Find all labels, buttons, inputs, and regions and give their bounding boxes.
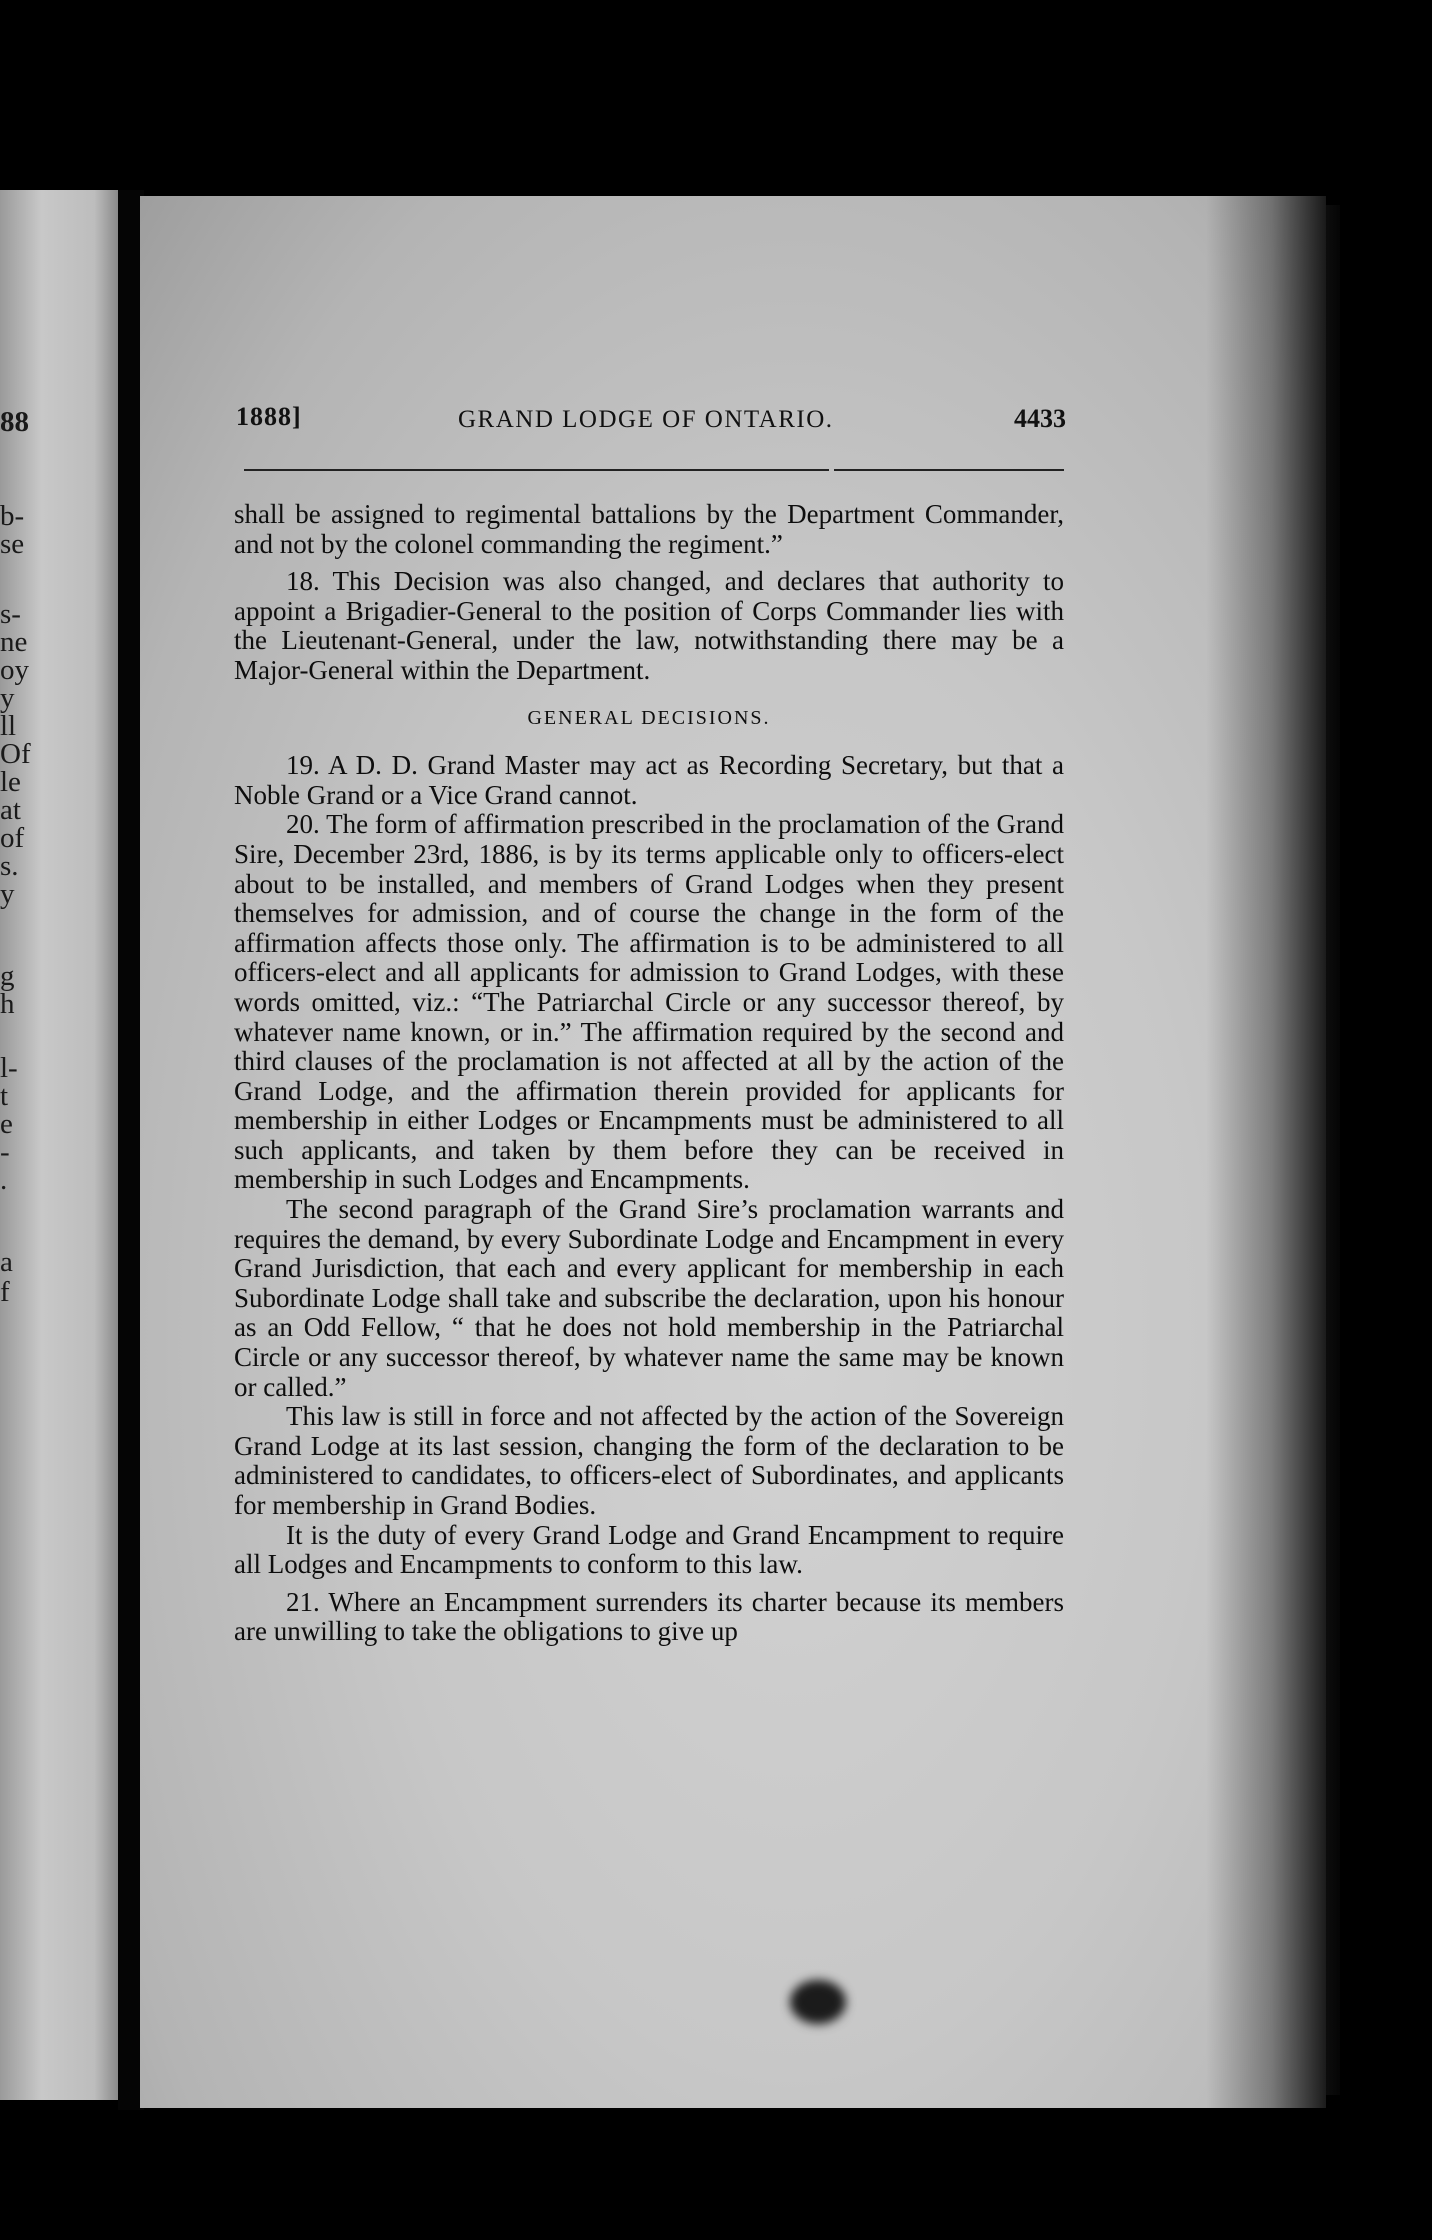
header-title: GRAND LODGE OF ONTARIO. xyxy=(458,406,834,433)
page-shadow xyxy=(1206,196,1326,2108)
header-rule xyxy=(834,469,1064,471)
facing-page-fragment: 88 xyxy=(0,406,29,438)
facing-page-fragment: g xyxy=(0,960,15,992)
facing-page-fragment: ll xyxy=(0,710,17,742)
decision-21: 21. Where an Encampment surrenders its charter because its members are unwilling to take the obligations to give up xyxy=(234,1586,1064,1647)
facing-page-fragment: s- xyxy=(0,598,21,630)
facing-page-fragment: s. xyxy=(0,850,19,882)
facing-page-edge xyxy=(0,190,118,2100)
decision-20: 20. The form of affirmation prescribed in the proclamation of the Grand Sire, December 23rd, 1886, is by its terms applicable only to officers-elect about to be installed, and members of Grand Lodges when they present themselves for admission, and of course the change in the form of the affirmation affects those only. The affirmation is to be administered to all officers-elect and all applicants for admission to Grand Lodges, with these words omitted, viz.: “The Patriarchal Circle or any successor thereof, by whatever name known, or in.” The affirmation required by the second and third clauses of the proclamation is not affected at all by the action of the Grand Lodge, and the affirmation therein provided for applicants for membership in either Lodges or Encampments must be administered to all such applicants, and taken by them before they can be received in membership in such Lodges and Encampments. xyxy=(234,809,1064,1195)
facing-page-fragment: b- xyxy=(0,500,25,532)
facing-page-fragment: oy xyxy=(0,654,29,686)
facing-page-fragment: l- xyxy=(0,1052,18,1084)
facing-page-fragment: y xyxy=(0,878,15,910)
paragraph: The second paragraph of the Grand Sire’s proclamation warrants and requires the demand, by every Subordinate Lodge and Encampment in every Grand Jurisdiction, that each and every applicant for membership in each Subordinate Lodge shall take and subscribe the declaration, upon his honour as an Odd Fellow, “ that he does not hold membership in the Patriarchal Circle or any successor thereof, by whatever name the same may be known or called.” xyxy=(234,1194,1064,1402)
paragraph: This law is still in force and not affected by the action of the Sovereign Grand Lodge at its last session, changing the form of the declaration to be administered to candidates, to officers-elect of Subordinates, and applicants for membership in Grand Bodies. xyxy=(234,1401,1064,1520)
facing-page-fragment: Of xyxy=(0,738,31,770)
header-rule xyxy=(244,469,829,471)
facing-page-fragment: se xyxy=(0,528,25,560)
paragraph: It is the duty of every Grand Lodge and Grand Encampment to require all Lodges and Encampments to conform to this law. xyxy=(234,1519,1064,1580)
facing-page-fragment: t xyxy=(0,1080,9,1112)
facing-page-fragment: e xyxy=(0,1108,13,1140)
facing-page-fragment: . xyxy=(0,1164,8,1196)
header-year: 1888] xyxy=(236,402,302,431)
facing-page-fragment: - xyxy=(0,1136,10,1168)
facing-page-fragment: ne xyxy=(0,626,28,658)
paragraph: shall be assigned to regimental battalions by the Department Commander, and not by the colonel commanding the regiment.” xyxy=(234,499,1064,559)
facing-page-fragment: f xyxy=(0,1276,10,1308)
facing-page-fragment: a xyxy=(0,1246,13,1278)
facing-page-fragment: of xyxy=(0,822,25,854)
section-heading: GENERAL DECISIONS. xyxy=(527,706,771,729)
facing-page-fragment: le xyxy=(0,766,21,798)
facing-page-fragment: h xyxy=(0,988,15,1020)
page-number: 4433 xyxy=(1014,404,1066,433)
facing-page-fragment: y xyxy=(0,682,15,714)
facing-page-fragment: at xyxy=(0,794,21,826)
ink-blot xyxy=(790,1980,846,2024)
body-text xyxy=(234,500,1064,1647)
decision-19: 19. A D. D. Grand Master may act as Recording Secretary, but that a Noble Grand or a Vice Grand cannot. xyxy=(234,750,1064,810)
decision-18: 18. This Decision was also changed, and declares that authority to appoint a Brigadier-General to the position of Corps Commander lies with the Lieutenant-General, under the law, notwithstanding there may be a Major-General within the Department. xyxy=(234,566,1064,685)
running-header xyxy=(236,402,1066,442)
